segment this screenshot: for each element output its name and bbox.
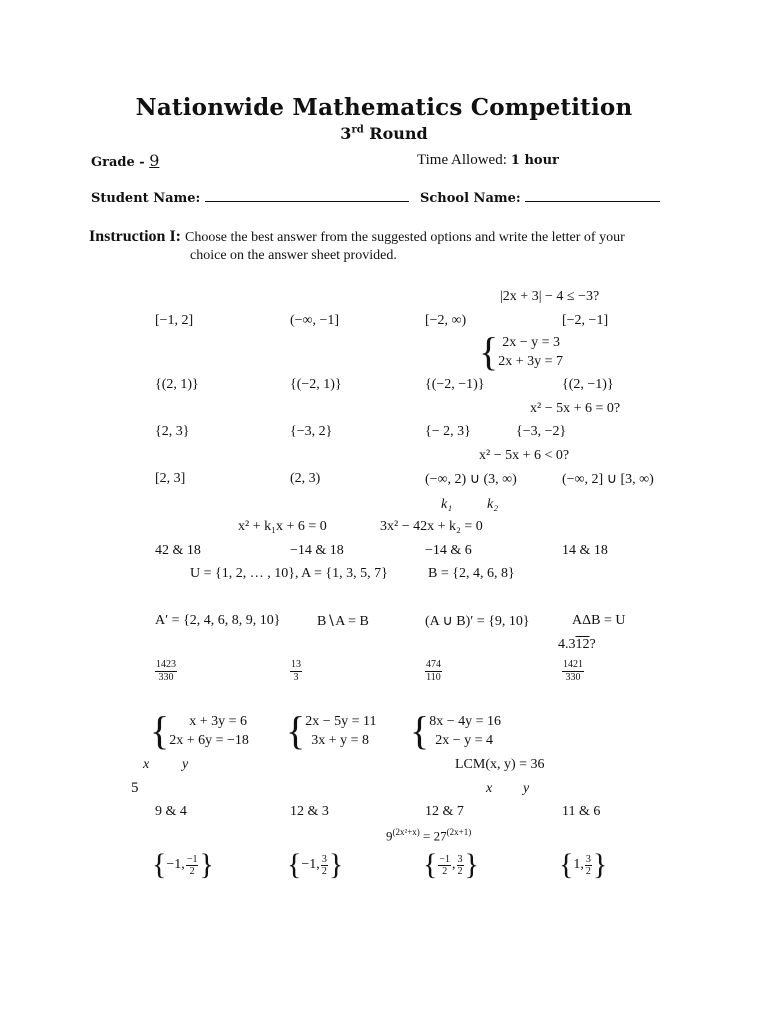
q1-option-b: (−∞, −1] <box>290 313 340 328</box>
q8-option-a-eq1: x + 3y = 6 <box>189 714 247 729</box>
q7-option-a <box>155 659 177 684</box>
q10-option-b-open: { <box>287 848 302 881</box>
q3-option-a: {2, 3} <box>155 424 190 439</box>
q9-option-c: 12 & 7 <box>425 804 464 819</box>
q2-option-b: {(−2, 1)} <box>290 377 342 392</box>
q5-option-c: −14 & 6 <box>425 543 472 558</box>
q4-option-b: (2, 3) <box>290 471 321 486</box>
q10-option-a-frac <box>186 854 199 877</box>
round-number: 3 <box>340 124 352 143</box>
student-name-field <box>91 189 409 206</box>
q10-option-d-frac <box>585 854 592 877</box>
page-title: Nationwide Mathematics Competition <box>135 94 633 121</box>
q10-option-d-open: { <box>559 848 574 881</box>
instruction-label: Instruction I: <box>89 228 182 245</box>
grade-label <box>91 151 159 170</box>
q10-exp2: (2x+1) <box>446 827 472 837</box>
q8-option-b-eq1: 2x − 5y = 11 <box>305 714 377 729</box>
q10-option-c <box>423 850 479 880</box>
q10-option-c-frac1 <box>438 854 451 877</box>
time-label: Time Allowed: <box>417 152 507 168</box>
q7-stem-q: ? <box>589 637 596 652</box>
q7-option-a-num: 1423 <box>156 659 176 670</box>
q10-option-a-close: } <box>199 848 214 881</box>
q10-option-d-close: } <box>592 848 608 881</box>
q10-option-b <box>287 850 343 880</box>
instruction-text-line1: Choose the best answer from the suggested options and write the letter of your <box>185 230 625 245</box>
q10-option-a-num: −1 <box>186 853 198 865</box>
q10-base: 9 <box>386 828 393 844</box>
instruction-text-line2: choice on the answer sheet provided. <box>190 248 397 263</box>
q1-option-d: [−2, −1] <box>562 313 609 328</box>
round-suffix: rd <box>351 124 364 136</box>
q4-option-a: [2, 3] <box>155 471 186 486</box>
q10-option-b-close: } <box>328 848 344 881</box>
q6-option-a: A′ = {2, 4, 6, 8, 9, 10} <box>155 613 281 628</box>
q7-option-b-num: 13 <box>291 659 301 670</box>
q10-option-a-int: −1, <box>166 857 185 872</box>
round-subtitle <box>0 124 768 143</box>
q2-system <box>479 329 563 374</box>
q5-option-b: −14 & 18 <box>290 543 344 558</box>
q6-sets: U = {1, 2, … , 10}, A = {1, 3, 5, 7} <box>190 566 388 581</box>
q7-option-c-den: 110 <box>426 672 441 683</box>
q1-option-a: [−1, 2] <box>155 313 194 328</box>
q8-option-b <box>286 708 377 753</box>
round-word: Round <box>369 124 428 143</box>
q4-stem: x² − 5x + 6 < 0? <box>479 448 570 463</box>
q10-option-a-open: { <box>152 848 167 881</box>
q10-option-d-num: 3 <box>585 853 591 865</box>
q3-stem: x² − 5x + 6 = 0? <box>530 401 621 416</box>
q9-x2: x <box>486 781 493 796</box>
q2-eq2: 2x + 3y = 7 <box>498 354 563 369</box>
q10-eq: = 27 <box>419 828 447 844</box>
q10-option-b-frac <box>321 854 328 877</box>
q10-option-d <box>559 850 607 880</box>
q7-option-d-num: 1421 <box>563 659 583 670</box>
q8-option-b-eq2: 3x + y = 8 <box>311 733 369 748</box>
q7-option-c-num: 474 <box>426 659 441 670</box>
q3-option-c: {− 2, 3} <box>425 424 471 439</box>
q6-option-c: (A ∪ B)′ = {9, 10} <box>425 614 530 629</box>
q5-option-a: 42 & 18 <box>155 543 201 558</box>
q10-option-c-den2: 2 <box>457 865 463 877</box>
grade-label-text: Grade - <box>91 155 145 170</box>
q10-option-b-den: 2 <box>321 865 327 877</box>
q5-eq1: x² + k₁x + 6 = 0 <box>238 519 327 534</box>
q10-stem <box>386 827 471 844</box>
school-name-field <box>420 189 660 206</box>
q10-option-c-open: { <box>423 848 438 881</box>
q2-eq1: 2x − y = 3 <box>502 335 560 350</box>
q8-option-b-brace: { <box>286 708 306 753</box>
q6-set-b: B = {2, 4, 6, 8} <box>428 566 515 581</box>
q5-eq2: 3x² − 42x + k₂ = 0 <box>380 519 483 534</box>
q7-option-d-den: 330 <box>565 672 581 683</box>
q7-stem <box>558 637 596 653</box>
q7-stem-repeat: 12 <box>575 637 590 652</box>
q7-option-c <box>425 659 442 684</box>
q3-option-d: {−3, −2} <box>516 424 567 439</box>
q10-option-a-den: 2 <box>189 865 195 877</box>
time-value: 1 hour <box>510 153 559 168</box>
q8-option-a-eq2: 2x + 6y = −18 <box>169 733 249 748</box>
school-name-blank <box>525 189 660 202</box>
q7-stem-int: 4.3 <box>558 637 576 652</box>
q10-option-b-int: −1, <box>301 857 320 872</box>
student-name-label: Student Name: <box>91 191 201 206</box>
q8-option-c-eq2: 2x − y = 4 <box>435 733 493 748</box>
q8-option-c <box>410 708 501 753</box>
q9-y: y <box>182 757 189 772</box>
q8-option-c-brace: { <box>410 708 430 753</box>
q2-option-d: {(2, −1)} <box>562 377 614 392</box>
q9-y2: y <box>523 781 530 796</box>
q9-option-a: 9 & 4 <box>155 804 187 819</box>
instruction <box>89 228 625 246</box>
q10-option-c-num1: −1 <box>439 853 451 865</box>
q10-option-c-close: } <box>464 848 479 881</box>
q5-k1: k₁ <box>441 497 453 512</box>
school-name-label: School Name: <box>420 191 521 206</box>
q10-option-c-frac2 <box>457 854 464 877</box>
q2-option-a: {(2, 1)} <box>155 377 199 392</box>
q10-option-d-int: 1, <box>573 857 584 872</box>
q10-option-c-den1: 2 <box>442 865 448 877</box>
q6-option-d: AΔB = U <box>572 613 626 628</box>
q10-option-b-num: 3 <box>321 853 327 865</box>
q9-lcm: LCM(x, y) = 36 <box>455 757 545 772</box>
q10-exp1: (2x²+x) <box>392 827 420 837</box>
q10-option-d-den: 2 <box>585 865 591 877</box>
q5-k2: k₂ <box>487 497 499 512</box>
q10-option-a <box>152 850 214 880</box>
q7-option-a-den: 330 <box>158 672 174 683</box>
q10-option-c-num2: 3 <box>457 853 463 865</box>
q2-option-c: {(−2, −1)} <box>425 377 485 392</box>
q8-option-a-brace: { <box>150 708 170 753</box>
q7-option-d <box>562 659 584 684</box>
q10-option-c-comma: , <box>452 857 456 872</box>
q9-x: x <box>143 757 150 772</box>
q9-option-d: 11 & 6 <box>562 804 601 819</box>
q7-option-b-den: 3 <box>293 672 299 683</box>
student-name-blank <box>205 189 409 202</box>
q7-option-b <box>290 659 302 684</box>
q4-option-c: (−∞, 2) ∪ (3, ∞) <box>425 472 517 487</box>
time-allowed <box>417 151 559 169</box>
q1-stem: |2x + 3| − 4 ≤ −3? <box>500 289 600 304</box>
q6-option-b: B∖A = B <box>317 614 369 629</box>
q4-option-d: (−∞, 2] ∪ [3, ∞) <box>562 472 654 487</box>
q3-option-b: {−3, 2} <box>290 424 333 439</box>
q8-option-c-eq1: 8x − 4y = 16 <box>429 714 501 729</box>
grade-value: 9 <box>149 151 160 170</box>
q5-option-d: 14 & 18 <box>562 543 608 558</box>
q1-option-c: [−2, ∞) <box>425 313 467 328</box>
q9-five: 5 <box>131 780 139 796</box>
q8-option-a <box>150 708 249 753</box>
q2-brace: { <box>479 329 499 374</box>
q9-option-b: 12 & 3 <box>290 804 329 819</box>
